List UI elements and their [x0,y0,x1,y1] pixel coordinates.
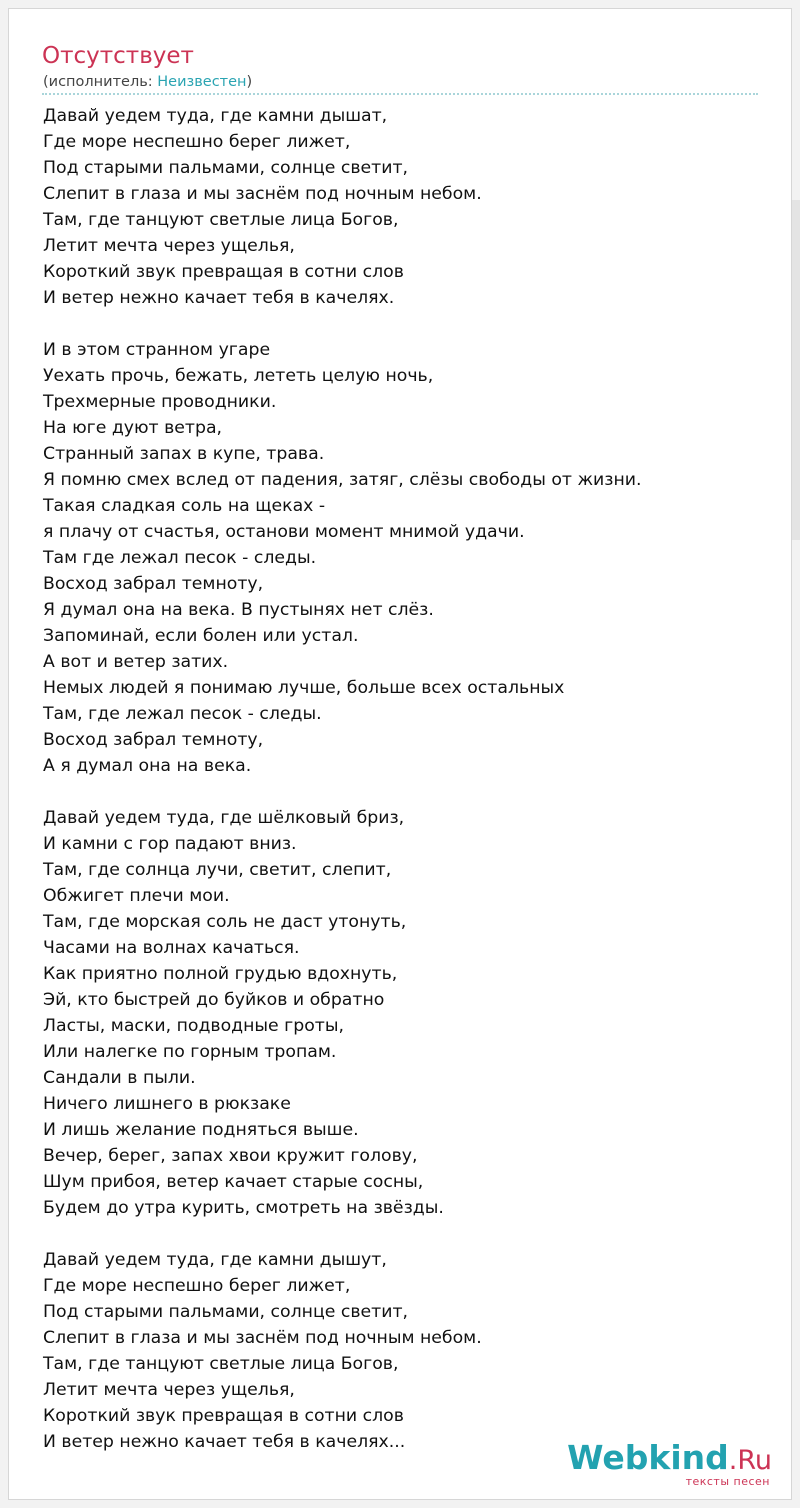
logo-name: Webkind [567,1438,729,1477]
lyric-line: Под старыми пальмами, солнце светит, [43,158,409,178]
lyric-line: Слепит в глаза и мы заснём под ночным небом. [43,184,482,204]
lyric-line: Там, где солнца лучи, светит, слепит, [43,860,392,880]
lyric-line: И лишь желание подняться выше. [43,1120,359,1140]
lyric-line: Там, где танцуют светлые лица Богов, [43,1354,399,1374]
lyric-line: Там, где лежал песок - следы. [43,704,322,724]
lyric-line: Где море неспешно берег лижет, [43,132,351,152]
lyric-line: Как приятно полной грудью вдохнуть, [43,964,398,984]
lyric-line: Короткий звук превращая в сотни слов [43,1406,404,1426]
lyric-line: Там, где танцуют светлые лица Богов, [43,210,399,230]
logo-domain: .Ru [728,1445,772,1476]
lyric-line: я плачу от счастья, останови момент мнимой удачи. [43,522,525,542]
logo-wordmark [567,1440,772,1479]
verse-gap [43,311,773,337]
artist-line [43,72,252,92]
lyric-line: Вечер, берег, запах хвои кружит голову, [43,1146,418,1166]
lyric-line: Ласты, маски, подводные гроты, [43,1016,344,1036]
lyric-line: Там, где морская соль не даст утонуть, [43,912,407,932]
lyric-line: Летит мечта через ущелья, [43,236,295,256]
lyrics-body [43,103,773,1455]
lyric-line: Я помню смех вслед от падения, затяг, слёзы свободы от жизни. [43,470,642,490]
logo-tagline: тексты песен [685,1475,770,1488]
lyric-line: Запоминай, если болен или устал. [43,626,359,646]
song-title: Отсутствует [42,43,194,69]
lyric-line: Уехать прочь, бежать, лететь целую ночь, [43,366,434,386]
lyric-line: Эй, кто быстрей до буйков и обратно [43,990,385,1010]
lyric-line: А вот и ветер затих. [43,652,229,672]
lyric-line: Слепит в глаза и мы заснём под ночным небом. [43,1328,482,1348]
artist-link[interactable]: Неизвестен [157,74,247,90]
lyric-line: Странный запах в купе, трава. [43,444,325,464]
lyric-line: Давай уедем туда, где камни дышут, [43,1250,387,1270]
verse-2 [43,337,773,779]
lyric-line: Обжигет плечи мои. [43,886,230,906]
lyric-line: И ветер нежно качает тебя в качелях... [43,1432,406,1452]
lyric-line: На юге дуют ветра, [43,418,223,438]
artist-prefix: (исполнитель: [43,74,158,90]
lyric-line: Немых людей я понимаю лучше, больше всех остальных [43,678,565,698]
lyric-line: Там где лежал песок - следы. [43,548,317,568]
lyric-line: Давай уедем туда, где камни дышат, [43,106,388,126]
lyric-line: Сандали в пыли. [43,1068,196,1088]
title-divider [42,93,758,95]
lyric-line: Ничего лишнего в рюкзаке [43,1094,291,1114]
lyric-line: Часами на волнах качаться. [43,938,300,958]
verse-gap [43,779,773,805]
lyric-line: И камни с гор падают вниз. [43,834,297,854]
lyric-line: Такая сладкая соль на щеках - [43,496,326,516]
site-logo[interactable] [567,1440,772,1488]
verse-4 [43,1247,773,1455]
verse-3 [43,805,773,1221]
lyric-line: Летит мечта через ущелья, [43,1380,295,1400]
lyric-line: Восход забрал темноту, [43,574,264,594]
lyric-line: Давай уедем туда, где шёлковый бриз, [43,808,405,828]
lyric-line: Трехмерные проводники. [43,392,277,412]
lyric-line: Я думал она на века. В пустынях нет слёз. [43,600,434,620]
lyric-line: А я думал она на века. [43,756,252,776]
verse-gap [43,1221,773,1247]
artist-suffix: ) [246,74,253,90]
lyric-line: Или налегке по горным тропам. [43,1042,337,1062]
lyric-line: И в этом странном угаре [43,340,271,360]
verse-1 [43,103,773,311]
lyric-line: Восход забрал темноту, [43,730,264,750]
lyric-line: Под старыми пальмами, солнце светит, [43,1302,409,1322]
lyric-line: Короткий звук превращая в сотни слов [43,262,404,282]
side-strip [792,200,800,540]
lyric-line: И ветер нежно качает тебя в качелях. [43,288,395,308]
lyric-line: Шум прибоя, ветер качает старые сосны, [43,1172,424,1192]
lyric-line: Будем до утра курить, смотреть на звёзды. [43,1198,444,1218]
lyric-line: Где море неспешно берег лижет, [43,1276,351,1296]
